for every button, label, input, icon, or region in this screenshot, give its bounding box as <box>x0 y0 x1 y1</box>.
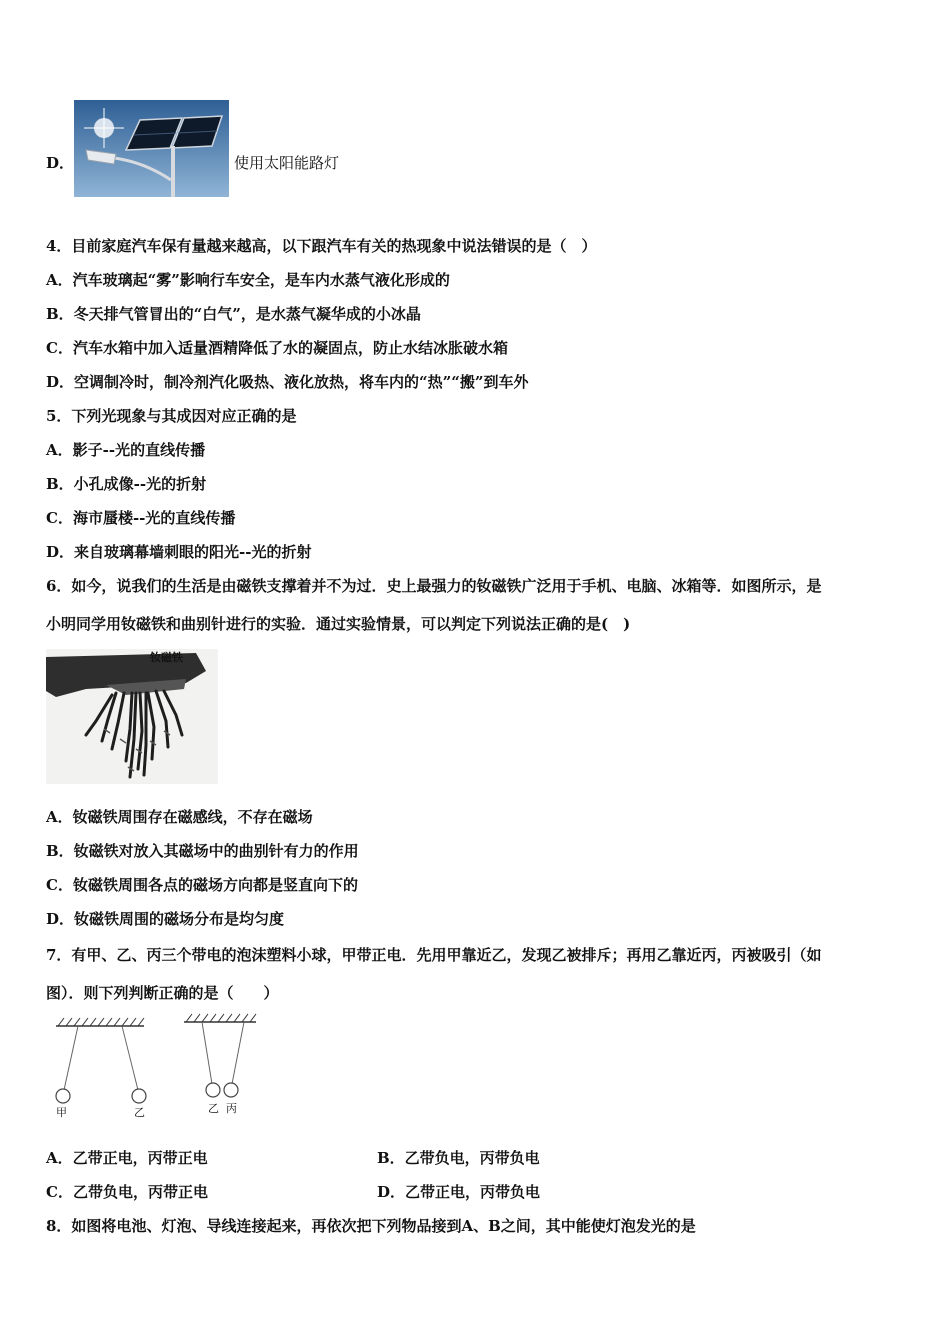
neodymium-magnet-image <box>46 649 218 784</box>
q6-option-b: B．钕磁铁对放入其磁场中的曲别针有力的作用 <box>46 842 359 860</box>
q7-option-d: D．乙带正电，丙带负电 <box>377 1183 541 1201</box>
q4-option-a: A．汽车玻璃起“雾”影响行车安全，是车内水蒸气液化形成的 <box>46 271 450 289</box>
label-bing: 丙 <box>226 1102 237 1115</box>
q6-option-c: C．钕磁铁周围各点的磁场方向都是竖直向下的 <box>46 876 358 894</box>
q5-option-d: D．来自玻璃幕墙刺眼的阳光--光的折射 <box>46 543 312 561</box>
q5-option-b: B．小孔成像--光的折射 <box>46 475 207 493</box>
label-jia: 甲 <box>56 1106 67 1119</box>
label-yi-right: 乙 <box>208 1102 219 1115</box>
q7-option-c: C．乙带负电，丙带正电 <box>46 1183 208 1201</box>
label-yi-left: 乙 <box>134 1106 145 1119</box>
q6-stem-line2: 小明同学用钕磁铁和曲别针进行的实验．通过实验情景，可以判定下列说法正确的是( ) <box>46 615 631 633</box>
q8-stem: 8．如图将电池、灯泡、导线连接起来，再依次把下列物品接到A、B之间，其中能使灯泡发光的是 <box>46 1217 696 1235</box>
q7-stem-line2: 图）．则下列判断正确的是（ ） <box>46 984 279 1002</box>
q7-option-b: B．乙带负电，丙带负电 <box>377 1149 540 1167</box>
q4-option-c: C．汽车水箱中加入适量酒精降低了水的凝固点，防止水结冰胀破水箱 <box>46 339 508 357</box>
q4-option-b: B．冬天排气管冒出的“白气”，是水蒸气凝华成的小冰晶 <box>46 305 421 323</box>
q6-stem-line1: 6．如今，说我们的生活是由磁铁支撑着并不为过．史上最强力的钕磁铁广泛用于手机、电脑、冰箱等．如图所示，是 <box>46 577 822 595</box>
q5-stem: 5．下列光现象与其成因对应正确的是 <box>46 407 297 425</box>
q5-option-a: A．影子--光的直线传播 <box>46 441 206 459</box>
q5-option-c: C．海市蜃楼--光的直线传播 <box>46 509 236 527</box>
q6-option-d: D．钕磁铁周围的磁场分布是均匀度 <box>46 910 285 928</box>
q3-option-d-label: D． <box>46 154 75 172</box>
q7-option-a: A．乙带正电，丙带正电 <box>46 1149 208 1167</box>
q6-option-a: A．钕磁铁周围存在磁感线，不存在磁场 <box>46 808 313 826</box>
q3-option-d-text: 使用太阳能路灯 <box>234 154 340 172</box>
solar-street-light-image <box>74 100 229 197</box>
magnet-label: 钕磁铁 <box>150 651 183 664</box>
q4-option-d: D．空调制冷时，制冷剂汽化吸热、液化放热，将车内的“热”“搬”到车外 <box>46 373 529 391</box>
q7-stem-line1: 7．有甲、乙、丙三个带电的泡沫塑料小球，甲带正电．先用甲靠近乙，发现乙被排斥；再用乙靠近丙，丙被吸引（如 <box>46 946 822 964</box>
charged-balls-figure <box>46 1012 258 1122</box>
q4-stem: 4．目前家庭汽车保有量越来越高，以下跟汽车有关的热现象中说法错误的是（ ） <box>46 237 597 255</box>
